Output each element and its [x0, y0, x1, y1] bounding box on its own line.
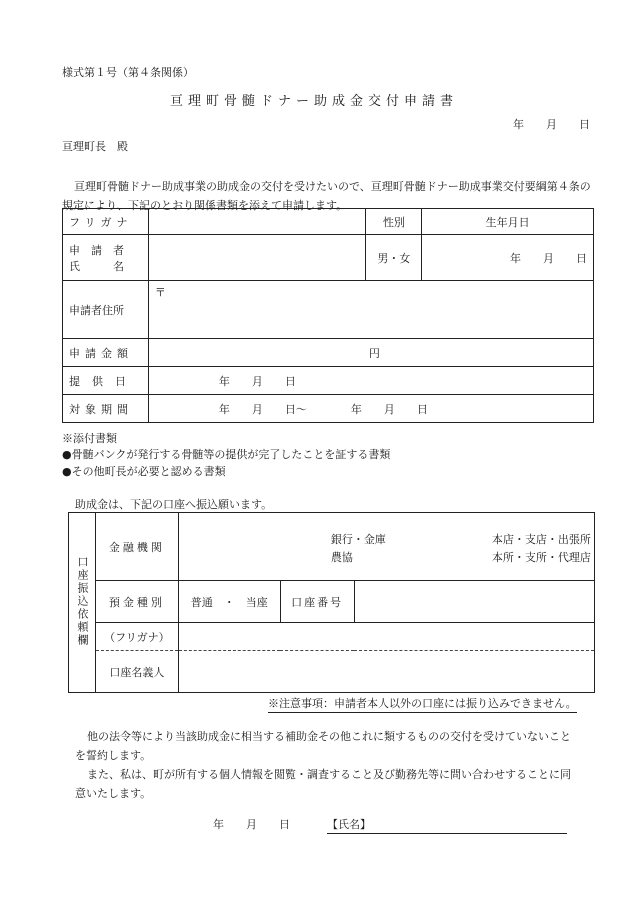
- signature-date[interactable]: 年 月 日: [213, 818, 290, 831]
- branch-types-1: 本店・支店・出張所: [491, 533, 591, 546]
- amount-field[interactable]: [148, 339, 593, 367]
- signature-name-label: 【氏名】: [327, 818, 371, 831]
- period-label: 対象期間: [63, 395, 149, 423]
- furigana-row: [63, 209, 594, 235]
- bank-intro: 助成金は、下記の口座へ振込願います。: [75, 498, 273, 511]
- bank-types-1: 銀行・金庫: [330, 533, 386, 546]
- deposit-type-options[interactable]: 普通 ・ 当座: [178, 581, 280, 623]
- attachment-item: ●骨髄バンクが発行する骨髄等の提供が完了したことを証する書類: [62, 448, 391, 461]
- holder-row: [69, 651, 595, 693]
- postal-mark: 〒: [154, 286, 166, 299]
- amount-row: [63, 339, 594, 367]
- period-row: [63, 395, 594, 423]
- application-date[interactable]: 年 月 日: [513, 118, 590, 131]
- bank-types-2: 農協: [330, 551, 353, 564]
- branch-types-2: 本所・支所・代理店: [491, 551, 591, 564]
- account-holder-field[interactable]: [178, 651, 594, 693]
- applicant-name-field[interactable]: [148, 235, 365, 281]
- attachments-heading: ※添付書類: [62, 432, 117, 445]
- institution-label: 金融機関: [95, 513, 178, 581]
- yen-unit: 円: [368, 346, 380, 360]
- account-holder-label: 口座名義人: [95, 651, 178, 693]
- bank-side-label: 口座振込依頼欄: [75, 555, 89, 647]
- provide-date-label: 提供日: [63, 367, 149, 395]
- form-number: 様式第１号（第４条関係）: [62, 66, 194, 79]
- holder-furigana-row: [69, 623, 595, 651]
- deposit-row: [69, 581, 595, 623]
- address-label: 申請者住所: [63, 281, 149, 339]
- institution-field[interactable]: [178, 513, 594, 581]
- address-row: [63, 281, 594, 339]
- pledge-paragraph-2: また、私は、町が所有する個人情報を閲覧・調査すること及び勤務先等に問い合わせすることに同意いたします。: [75, 768, 571, 800]
- name-row: [63, 235, 594, 281]
- intro-paragraph: 亘理町骨髄ドナー助成事業の助成金の交付を受けたいので、亘理町骨髄ドナー助成事業交付要綱第４条の規定により、下記のとおり関係書類を添えて申請します。: [62, 180, 591, 212]
- applicant-table: [62, 208, 594, 423]
- gender-label: 性別: [366, 209, 422, 235]
- holder-furigana-field[interactable]: [178, 623, 594, 651]
- provide-row: [63, 367, 594, 395]
- attachment-item: ●その他町長が必要と認める書類: [62, 465, 226, 478]
- gender-options[interactable]: 男・女: [366, 235, 422, 281]
- furigana-label: フリガナ: [63, 209, 149, 235]
- notice-text: ※注意事項：申請者本人以外の口座には振り込みできません。: [268, 695, 577, 713]
- form-title: 亘理町骨髄ドナー助成金交付申請書: [170, 94, 459, 109]
- bank-side-label-cell: [69, 513, 96, 693]
- birth-date-field[interactable]: 年 月 日: [422, 235, 594, 281]
- institution-row: [69, 513, 595, 581]
- account-number-label: 口座番号: [280, 581, 354, 623]
- provide-date-field[interactable]: 年 月 日: [148, 367, 593, 395]
- account-number-field[interactable]: [354, 581, 594, 623]
- applicant-name-label: [63, 235, 149, 281]
- bank-table: [68, 512, 595, 693]
- signature-line[interactable]: [327, 816, 567, 834]
- period-field[interactable]: 年 月 日〜 年 月 日: [148, 395, 593, 423]
- name-label-line-1: 申 請 者: [69, 243, 124, 257]
- furigana-field[interactable]: [148, 209, 365, 235]
- amount-label: 申請金額: [63, 339, 149, 367]
- holder-furigana-label: （フリガナ）: [95, 623, 178, 651]
- birth-label: 生年月日: [422, 209, 594, 235]
- address-field[interactable]: [148, 281, 593, 339]
- name-label-line-2: 氏 名: [69, 259, 124, 273]
- addressee: 亘理町長 殿: [62, 140, 128, 153]
- pledge-paragraph-1: 他の法令等により当該助成金に相当する補助金その他これに類するものの交付を受けていないことを誓約します。: [75, 730, 571, 762]
- deposit-type-label: 預金種別: [95, 581, 178, 623]
